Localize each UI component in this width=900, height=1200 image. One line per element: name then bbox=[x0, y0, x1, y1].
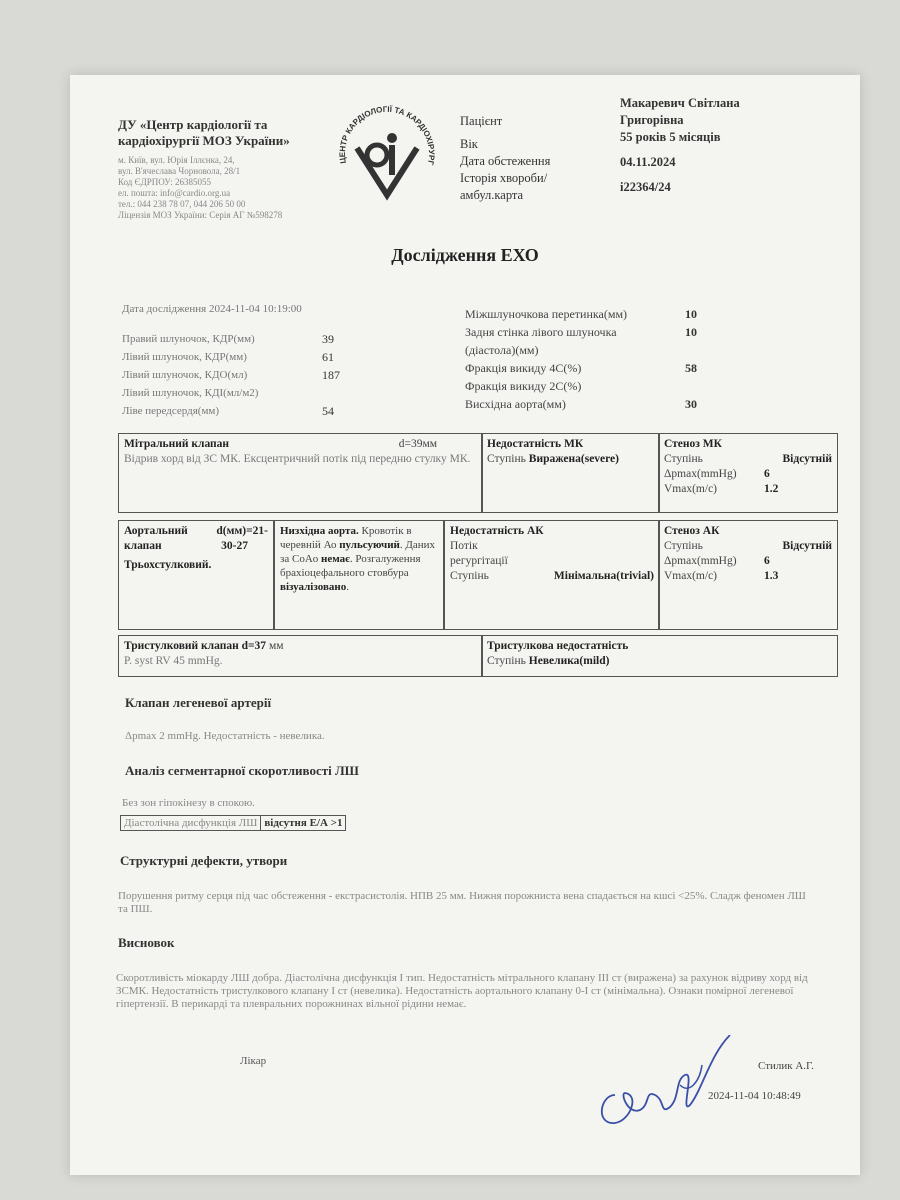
aortic-head: Аортальний bbox=[124, 525, 188, 537]
measurement-label: Лівий шлуночок, КДО(мл) bbox=[122, 369, 248, 381]
measurement-label: Задня стінка лівого шлуночка bbox=[465, 325, 617, 339]
measurement-label: Лівий шлуночок, КДР(мм) bbox=[122, 351, 247, 363]
svg-text:ЦЕНТР КАРДІОЛОГІЇ ТА КАРДІОХІР bbox=[332, 103, 436, 166]
mitral-valve-head: Мітральний клапан bbox=[124, 438, 230, 450]
measurements-right bbox=[465, 305, 835, 413]
stenosis-value: 1.2 bbox=[764, 483, 779, 495]
measurement-row bbox=[465, 305, 835, 323]
measurement-label: Фракція викиду 4С(%) bbox=[465, 361, 582, 375]
measurement-row bbox=[122, 348, 422, 366]
segm-text: Без зон гіпокінезу в спокою. bbox=[122, 797, 255, 809]
age-label: Вік bbox=[460, 137, 478, 151]
descending-aorta-box bbox=[274, 520, 444, 630]
mitral-stenosis-head: Стеноз МК bbox=[664, 438, 722, 450]
aortic-type: Трьохстулковий. bbox=[124, 559, 212, 571]
exam-date: 04.11.2024 bbox=[620, 155, 676, 169]
stenosis-value: 6 bbox=[764, 468, 770, 480]
struct-text: Порушення ритму серця під час обстеження - екстрасистолія. НПВ 25 мм. Нижня порожниста вена спадається на кшсі <25%. Сладж феномен ЛШ та ПШ. bbox=[118, 890, 806, 915]
desc-aorta-bold: пульсуючий bbox=[339, 539, 400, 551]
patient-label: Пацієнт bbox=[460, 114, 503, 128]
org-line: Код ЄДРПОУ: 26385055 bbox=[118, 177, 211, 187]
aortic-head-2: клапан bbox=[124, 540, 162, 552]
aortic-valve-box bbox=[118, 520, 274, 630]
aortic-stenosis-head: Стеноз АК bbox=[664, 525, 720, 537]
patient-labels bbox=[460, 113, 550, 204]
measurement-row bbox=[122, 366, 422, 384]
measurement-label: Правий шлуночок, КДР(мм) bbox=[122, 333, 255, 345]
tricuspid-diameter: d=37 bbox=[241, 640, 267, 652]
patient-values bbox=[620, 95, 740, 196]
conclusion-text: Скоротливість міокарду ЛШ добра. Діастолічна дисфункція I тип. Недостатність мітрального клапану III ст (виражена) за рахунок відриву хорд від ЗСМК. Недостатність тристулкового клапану I ст (невелика). Недостатність аортального клапану 0-I ст (мінімальна). Ознаки помірної легеневої гіпертензії. В перикарді та плевральних порожнинах вільної рідини немає. bbox=[116, 972, 808, 1010]
stenosis-label: Vmax(m/c) bbox=[664, 483, 718, 495]
history-number: i22364/24 bbox=[620, 180, 671, 194]
desc-aorta-bold: візуалізовано bbox=[280, 581, 347, 593]
tricuspid-valve-box bbox=[118, 635, 483, 677]
aortic-insuff-label: Ступінь bbox=[450, 570, 489, 582]
measurement-row bbox=[465, 323, 835, 341]
measurement-value: 10 bbox=[685, 307, 697, 321]
aortic-diameter-2: 30-27 bbox=[221, 540, 248, 552]
conclusion-head: Висновок bbox=[118, 935, 175, 950]
stenosis-label: Vmax(m/c) bbox=[664, 570, 718, 582]
mitral-diameter: d=39мм bbox=[398, 438, 437, 450]
measurement-row bbox=[465, 395, 835, 413]
org-line: м. Київ, вул. Юрія Іллєнка, 24, bbox=[118, 155, 235, 165]
aortic-diameter: d(мм)=21- bbox=[216, 525, 268, 537]
tricuspid-insuff-value: Невелика(mild) bbox=[528, 655, 610, 667]
tricuspid-insuff-box bbox=[481, 635, 838, 677]
org-address bbox=[118, 155, 348, 221]
measurement-value: 30 bbox=[685, 397, 697, 411]
measurement-value: 187 bbox=[322, 368, 340, 382]
desc-aorta-text: Кровотік в черевній Ао bbox=[280, 525, 412, 551]
aortic-insuff-value: Мінімальна(trivial) bbox=[553, 570, 654, 582]
diastolic-row bbox=[120, 815, 346, 831]
report-timestamp: 2024-11-04 10:48:49 bbox=[708, 1090, 801, 1102]
measurement-value: 39 bbox=[322, 332, 334, 346]
mitral-insuff-box bbox=[481, 433, 660, 513]
pulm-text: Δpmax 2 mmHg. Недостатність - невелика. bbox=[125, 730, 325, 742]
mitral-insuff-head: Недостатність МК bbox=[487, 438, 584, 450]
measurement-row bbox=[122, 330, 422, 348]
measurement-label: Фракція викиду 2С(%) bbox=[465, 379, 582, 393]
pulm-head: Клапан легеневої артерії bbox=[125, 695, 272, 710]
signature-image bbox=[590, 1035, 740, 1135]
measurement-value: 54 bbox=[322, 404, 334, 418]
measurement-label: Лівий шлуночок, КДІ(мл/м2) bbox=[122, 387, 259, 399]
stenosis-value: 1.3 bbox=[764, 570, 779, 582]
patient-patronymic: Григорівна bbox=[620, 113, 684, 127]
aortic-stenosis-box bbox=[658, 520, 838, 630]
org-line: вул. В'ячеслава Чорновола, 28/1 bbox=[118, 166, 241, 176]
history-label: Історія хвороби/ bbox=[460, 171, 548, 185]
desc-aorta-head: Низхідна аорта. bbox=[280, 525, 359, 537]
stenosis-label: Ступінь bbox=[664, 540, 703, 552]
tricuspid-text: P. syst RV 45 mmHg. bbox=[124, 655, 223, 667]
page-title: Дослідження ЕХО bbox=[391, 245, 539, 265]
measurement-row bbox=[465, 341, 835, 359]
stenosis-value: 6 bbox=[764, 555, 770, 567]
mitral-valve-box bbox=[118, 433, 483, 513]
stenosis-label: Ступінь bbox=[664, 453, 703, 465]
mitral-text: Відрив хорд від ЗС МК. Ексцентричний потік під передню стулку МК. bbox=[124, 453, 471, 465]
tricuspid-head: Тристулковий клапан bbox=[124, 640, 239, 652]
aortic-insuff-box bbox=[444, 520, 660, 630]
diastolic-value: відсутня Е/А >1 bbox=[261, 815, 346, 831]
aortic-insuff-line: Потік bbox=[450, 540, 478, 552]
measurement-row bbox=[465, 359, 835, 377]
patient-age: 55 років 5 місяців bbox=[620, 130, 721, 144]
desc-aorta-text: . Розгалуження брахіоцефального стовбура bbox=[280, 553, 421, 579]
measurement-row bbox=[122, 402, 422, 420]
stenosis-value: Відсутній bbox=[782, 453, 832, 465]
measurement-label: Ліве передсердя(мм) bbox=[122, 405, 220, 417]
measurement-label: (діастола)(мм) bbox=[465, 343, 539, 357]
doctor-name: Стилик А.Г. bbox=[758, 1060, 814, 1072]
aortic-insuff-line: регургітації bbox=[450, 555, 508, 567]
measurement-value: 61 bbox=[322, 350, 334, 364]
study-date: Дата дослідження 2024-11-04 10:19:00 bbox=[122, 303, 302, 315]
measurement-label: Висхідна аорта(мм) bbox=[465, 397, 566, 411]
org-name: ДУ «Центр кардіології та кардіохірургії МОЗ України» bbox=[118, 117, 290, 148]
org-line: тел.: 044 238 78 07, 044 206 50 00 bbox=[118, 199, 246, 209]
mitral-insuff-value: Виражена(severe) bbox=[528, 453, 619, 465]
cardio-center-logo bbox=[332, 103, 442, 213]
measurement-label: Міжшлуночкова перетинка(мм) bbox=[465, 307, 628, 321]
measurement-row bbox=[122, 384, 422, 402]
history-label-2: амбул.карта bbox=[460, 188, 524, 202]
measurement-value: 10 bbox=[685, 325, 697, 339]
desc-aorta-text: . bbox=[346, 581, 349, 593]
tricuspid-unit: мм bbox=[266, 640, 284, 652]
aortic-insuff-head: Недостатність АК bbox=[450, 525, 544, 537]
stenosis-label: Δpmax(mmHg) bbox=[664, 468, 737, 480]
document-page bbox=[70, 75, 860, 1175]
org-line: Ліцензія МОЗ України: Серія АГ №598278 bbox=[118, 210, 283, 220]
org-line: ел. пошта: info@cardio.org.ua bbox=[118, 188, 231, 198]
mitral-stenosis-box bbox=[658, 433, 838, 513]
mitral-insuff-label: Ступінь bbox=[487, 453, 529, 465]
tricuspid-insuff-label: Ступінь bbox=[487, 655, 529, 667]
logo-text: ЦЕНТР КАРДІОЛОГІЇ ТА КАРДІОХІРУРГ bbox=[337, 104, 437, 166]
tricuspid-insuff-head: Тристулкова недостатність bbox=[487, 640, 629, 652]
diastolic-label: Діастолічна дисфункція ЛШ bbox=[120, 815, 261, 831]
measurements-left bbox=[122, 330, 422, 420]
patient-name: Макаревич Світлана bbox=[620, 96, 740, 110]
struct-head: Структурні дефекти, утвори bbox=[120, 853, 288, 868]
desc-aorta-bold: немає bbox=[321, 553, 350, 565]
stenosis-value: Відсутній bbox=[782, 540, 832, 552]
exam-date-label: Дата обстеження bbox=[460, 154, 551, 168]
segm-head: Аналіз сегментарної скоротливості ЛШ bbox=[125, 763, 359, 778]
doctor-label: Лікар bbox=[240, 1055, 267, 1067]
measurement-value: 58 bbox=[685, 361, 697, 375]
stenosis-label: Δpmax(mmHg) bbox=[664, 555, 737, 567]
measurement-row bbox=[465, 377, 835, 395]
desc-aorta-text: . Даних за CoAo bbox=[280, 539, 436, 565]
